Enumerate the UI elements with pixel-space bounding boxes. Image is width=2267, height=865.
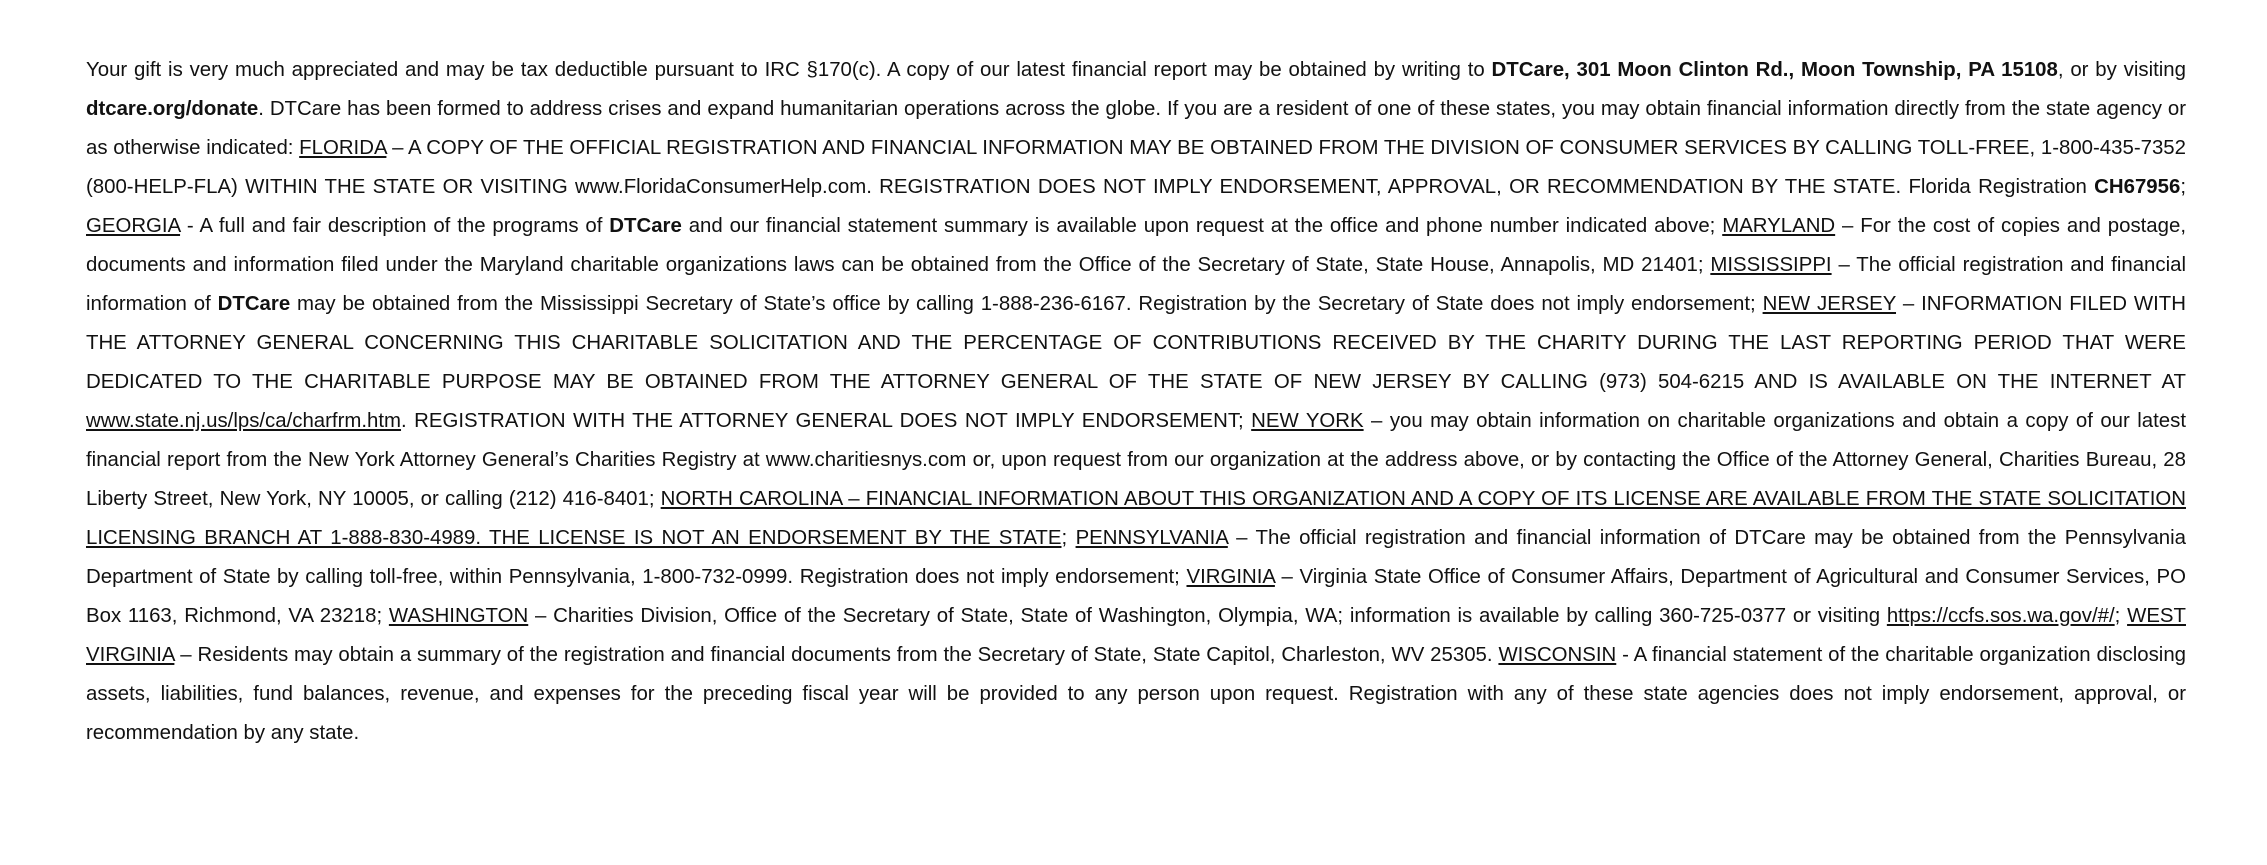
mailing-address: DTCare, 301 Moon Clinton Rd., Moon Township, PA 15108 <box>1491 59 2058 81</box>
washington-link[interactable]: https://ccfs.sos.wa.gov/#/ <box>1886 605 2115 627</box>
org-name: DTCare <box>217 293 291 315</box>
state-label-florida: FLORIDA <box>299 137 387 159</box>
state-label-maryland: MARYLAND <box>1722 215 1836 237</box>
new-jersey-link[interactable]: www.state.nj.us/lps/ca/charfrm.htm <box>86 410 402 432</box>
separator: ; <box>2180 176 2186 198</box>
north-carolina-notice: NORTH CAROLINA – FINANCIAL INFORMATION ABOUT THIS ORGANIZATION AND A COPY OF ITS LICENSE ARE AVAILABLE FROM THE STATE SOLICITATION LICENSING BRANCH AT 1-888-830-4989. THE LICENSE IS NOT AN ENDORSEMENT BY THE STATE <box>86 488 2186 549</box>
state-label-washington: WASHINGTON <box>388 605 529 627</box>
mississippi-text: may be obtained from the Mississippi Secretary of State’s office by calling 1-888-236-6167. Registration by the Secretary of State does not imply endorsement; <box>290 293 1763 315</box>
new-york-text: – you may obtain information on charitable organizations and obtain a copy of our latest financial report from the New York Attorney General’s Charities Registry at www.charitiesnys.com or, upon request from our organization at the address above, or by contacting the Office of the Attorney General, Charities Bureau, 28 Liberty Street, New York, NY 10005, or calling (212) 416-8401; <box>86 410 2186 510</box>
new-jersey-text: . REGISTRATION WITH THE ATTORNEY GENERAL DOES NOT IMPLY ENDORSEMENT; <box>401 410 1252 432</box>
state-label-virginia: VIRGINIA <box>1186 566 1275 588</box>
org-name: DTCare <box>609 215 682 237</box>
mississippi-text: – The official registration and financial information of <box>86 254 2186 315</box>
state-label-wisconsin: WISCONSIN <box>1498 644 1617 666</box>
new-jersey-text: – INFORMATION FILED WITH THE ATTORNEY GENERAL CONCERNING THIS CHARITABLE SOLICITATION AND THE PERCENTAGE OF CONTRIBUTIONS RECEIVED BY THE CHARITY DURING THE LAST REPORTING PERIOD THAT WERE DEDICATED TO THE CHARITABLE PURPOSE MAY BE OBTAINED FROM THE ATTORNEY GENERAL OF THE STATE OF NEW JERSEY BY CALLING (973) 504-6215 AND IS AVAILABLE ON THE INTERNET AT <box>86 293 2186 393</box>
state-label-pennsylvania: PENNSYLVANIA <box>1075 527 1228 549</box>
donate-site: dtcare.org/donate <box>86 98 259 120</box>
state-label-new-york: NEW YORK <box>1251 410 1364 432</box>
pennsylvania-text: – The official registration and financial information of DTCare may be obtained from the Pennsylvania Department of State by calling toll-free, within Pennsylvania, 1-800-732-0999. Registration does not imply endorsement; <box>86 527 2186 588</box>
state-label-georgia: GEORGIA <box>86 215 181 237</box>
wisconsin-text: - A financial statement of the charitable organization disclosing assets, liabilities, fund balances, revenue, and expenses for the preceding fiscal year will be provided to any person upon request. Registration with any of these state agencies does not imply endorsement, approval, or recommendation by any state. <box>86 644 2187 744</box>
donation-disclosure-paragraph <box>86 51 2186 753</box>
florida-registration-number: CH67956 <box>2094 176 2181 198</box>
state-label-mississippi: MISSISSIPPI <box>1710 254 1832 276</box>
intro-text: , or by visiting <box>2057 59 2186 81</box>
georgia-text: - A full and fair description of the programs of <box>180 215 610 237</box>
west-virginia-text: – Residents may obtain a summary of the registration and financial documents from the Secretary of State, State Capitol, Charleston, WV 25305. <box>174 644 1499 666</box>
florida-text: – A COPY OF THE OFFICIAL REGISTRATION AND FINANCIAL INFORMATION MAY BE OBTAINED FROM THE DIVISION OF CONSUMER SERVICES BY CALLING TOLL-FREE, 1-800-435-7352 (800-HELP-FLA) WITHIN THE STATE OR VISITING www.FloridaConsumerHelp.com. REGISTRATION DOES NOT IMPLY ENDORSEMENT, APPROVAL, OR RECOMMENDATION BY THE STATE. Florida Registration <box>86 137 2186 198</box>
state-label-new-jersey: NEW JERSEY <box>1762 293 1897 315</box>
washington-text: – Charities Division, Office of the Secretary of State, State of Washington, Olympia, WA; information is available by calling 360-725-0377 or visiting <box>528 605 1887 627</box>
state-label-west-virginia: WEST VIRGINIA <box>86 605 2186 666</box>
separator: ; <box>1061 527 1076 549</box>
intro-text: . DTCare has been formed to address crises and expand humanitarian operations across the globe. If you are a resident of one of these states, you may obtain financial information directly from the state agency or as otherwise indicated: <box>86 98 2186 159</box>
georgia-text: and our financial statement summary is available upon request at the office and phone number indicated above; <box>681 215 1723 237</box>
separator: ; <box>2114 605 2128 627</box>
intro-text: Your gift is very much appreciated and may be tax deductible pursuant to IRC §170(c). A copy of our latest financial report may be obtained by writing to <box>86 59 1492 81</box>
virginia-text: – Virginia State Office of Consumer Affairs, Department of Agricultural and Consumer Services, PO Box 1163, Richmond, VA 23218; <box>86 566 2186 627</box>
maryland-text: – For the cost of copies and postage, documents and information filed under the Maryland charitable organizations laws can be obtained from the Office of the Secretary of State, State House, Annapolis, MD 21401; <box>86 215 2186 276</box>
